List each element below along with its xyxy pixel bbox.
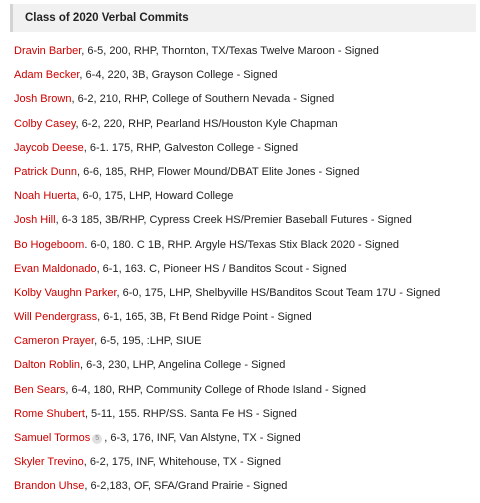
count-badge: 5 bbox=[92, 434, 102, 444]
section-header bbox=[10, 4, 476, 32]
player-details: , 6-1. 175, RHP, Galveston College - Signed bbox=[83, 141, 299, 154]
list-item bbox=[14, 43, 480, 67]
player-details: , 6-1, 165, 3B, Ft Bend Ridge Point - Signed bbox=[97, 311, 312, 324]
player-link[interactable]: Brandon Uhse bbox=[14, 480, 85, 493]
player-details: , 6-3 185, 3B/RHP, Cypress Creek HS/Premier Baseball Futures - Signed bbox=[55, 214, 412, 227]
list-item bbox=[14, 116, 480, 140]
player-link[interactable]: Josh Hill bbox=[14, 214, 56, 227]
player-link[interactable]: Skyler Trevino bbox=[14, 456, 84, 469]
player-link[interactable]: Colby Casey bbox=[14, 117, 76, 130]
list-item bbox=[14, 212, 480, 236]
commit-list bbox=[14, 43, 480, 503]
list-item bbox=[14, 285, 480, 309]
player-details: , 6-0, 175, LHP, Shelbyville HS/Banditos Scout Team 17U - Signed bbox=[116, 286, 441, 299]
player-link[interactable]: Josh Brown bbox=[14, 93, 72, 106]
section-title: Class of 2020 Verbal Commits bbox=[25, 12, 189, 24]
player-details: , 6-5, 195, :LHP, SIUE bbox=[94, 335, 202, 348]
player-details: , 6-5, 200, RHP, Thornton, TX/Texas Twelve Maroon - Signed bbox=[81, 45, 379, 57]
list-item bbox=[14, 357, 480, 381]
list-item bbox=[14, 478, 480, 502]
list-item bbox=[14, 430, 480, 454]
player-link[interactable]: Rome Shubert bbox=[14, 407, 85, 420]
player-link[interactable]: Evan Maldonado bbox=[14, 262, 97, 275]
player-details: , 5-11, 155. RHP/SS. Santa Fe HS - Signed bbox=[84, 407, 297, 420]
player-link[interactable]: Dalton Roblin bbox=[14, 359, 81, 372]
list-item bbox=[14, 237, 480, 261]
player-details: , 6-1, 163. C, Pioneer HS / Banditos Scout - Signed bbox=[96, 262, 347, 275]
player-link[interactable]: Noah Huerta bbox=[14, 190, 77, 203]
list-item bbox=[14, 164, 480, 188]
list-item bbox=[14, 406, 480, 430]
player-link[interactable]: Kolby Vaughn Parker bbox=[14, 286, 117, 299]
player-details: , 6-2, 220, RHP, Pearland HS/Houston Kyle Chapman bbox=[75, 117, 338, 130]
list-item bbox=[14, 140, 480, 164]
player-details: , 6-0, 175, LHP, Howard College bbox=[76, 190, 234, 203]
list-item bbox=[14, 454, 480, 478]
player-details: , 6-4, 180, RHP, Community College of Rhode Island - Signed bbox=[65, 383, 367, 396]
player-link[interactable]: Bo Hogeboom bbox=[14, 238, 85, 251]
list-item bbox=[14, 91, 480, 115]
player-link[interactable]: Ben Sears bbox=[14, 383, 66, 396]
player-link[interactable]: Adam Becker bbox=[14, 69, 80, 82]
list-item bbox=[14, 188, 480, 212]
player-details: , 6-3, 176, INF, Van Alstyne, TX - Signed bbox=[104, 432, 301, 444]
player-details: , 6-6, 185, RHP, Flower Mound/DBAT Elite Jones - Signed bbox=[76, 165, 360, 178]
player-link[interactable]: Will Pendergrass bbox=[14, 311, 98, 324]
player-link[interactable]: Cameron Prayer bbox=[14, 335, 95, 348]
list-item bbox=[14, 382, 480, 406]
player-details: , 6-3, 230, LHP, Angelina College - Signed bbox=[80, 359, 286, 372]
player-details: , 6-2,183, OF, SFA/Grand Prairie - Signed bbox=[84, 480, 288, 493]
list-item bbox=[14, 309, 480, 333]
list-item bbox=[14, 333, 480, 357]
player-details: , 6-4, 220, 3B, Grayson College - Signed bbox=[79, 69, 278, 82]
player-link[interactable]: Jaycob Deese bbox=[14, 141, 84, 154]
player-details: , 6-2, 175, INF, Whitehouse, TX - Signed bbox=[83, 456, 281, 469]
player-link[interactable]: Patrick Dunn bbox=[14, 165, 77, 178]
player-details: . 6-0, 180. C 1B, RHP. Argyle HS/Texas Stix Black 2020 - Signed bbox=[84, 238, 400, 251]
player-details: , 6-2, 210, RHP, College of Southern Nevada - Signed bbox=[71, 93, 335, 106]
list-item bbox=[14, 67, 480, 91]
list-item bbox=[14, 261, 480, 285]
player-link[interactable]: Samuel Tormos bbox=[14, 432, 91, 444]
player-link[interactable]: Dravin Barber bbox=[14, 45, 82, 57]
